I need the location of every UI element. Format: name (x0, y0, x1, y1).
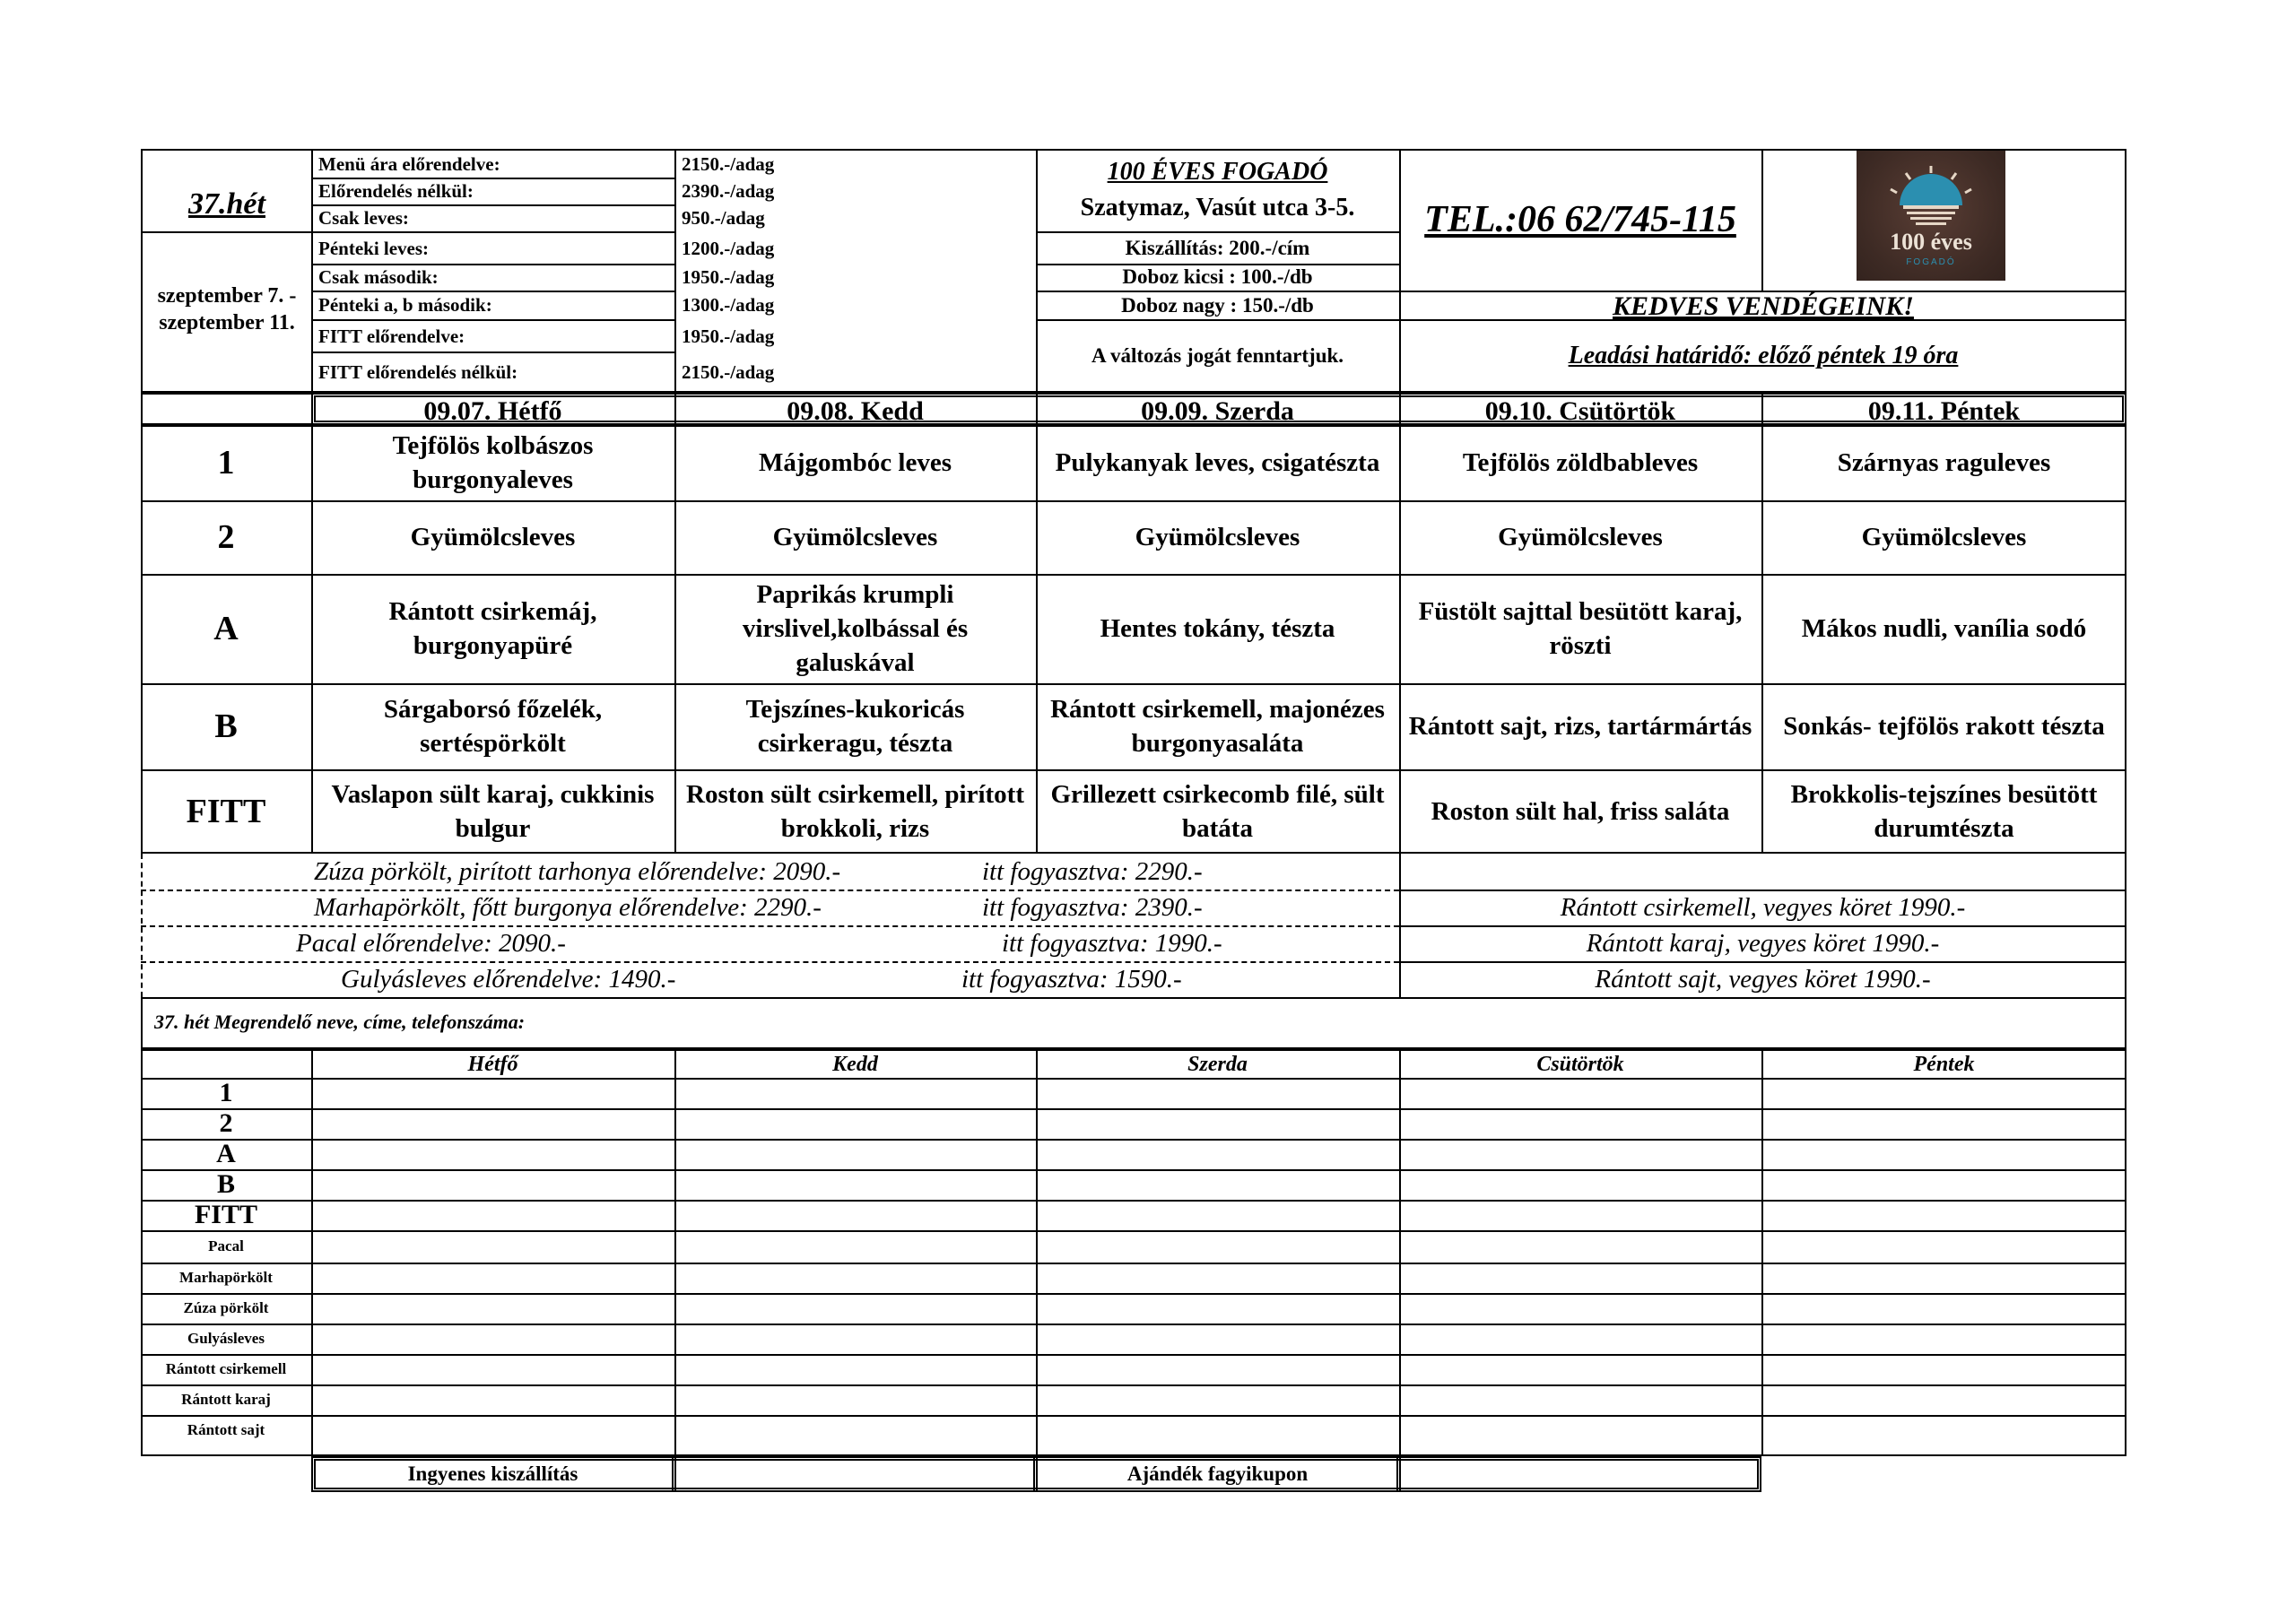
menu-item: Hentes tokány, tészta (1100, 614, 1335, 643)
extra-schnitzel-offer (1399, 854, 2126, 890)
extra-dish: Pacal előrendelve: 2090.- (296, 928, 566, 958)
order-day-header: Kedd (832, 1052, 878, 1076)
column-divider (311, 1049, 313, 1456)
gift-coupon-label: Ajándék fagyikupon (1126, 1462, 1309, 1485)
order-quantity-cell[interactable] (1038, 1080, 1397, 1107)
menu-item: Rántott csirkemell, majonézes burgonyasaláta (1050, 695, 1385, 758)
order-row-label: 1 (219, 1078, 233, 1107)
order-form-title: 37. hét Megrendelő neve, címe, telefonszáma: (154, 1011, 526, 1033)
day-header: 09.11. Péntek (1867, 396, 2021, 426)
order-quantity-cell[interactable] (1038, 1356, 1397, 1383)
order-quantity-cell[interactable] (313, 1202, 673, 1228)
price-value: 2390.-/adag (682, 179, 775, 202)
order-quantity-cell[interactable] (1401, 1356, 1760, 1383)
row-divider (1399, 925, 2126, 927)
delivery-fee: Kiszállítás: 200.-/cím (1125, 237, 1310, 259)
order-quantity-cell[interactable] (313, 1232, 673, 1261)
order-quantity-cell[interactable] (1038, 1264, 1397, 1291)
order-quantity-cell[interactable] (313, 1110, 673, 1137)
order-quantity-cell[interactable] (1038, 1171, 1397, 1198)
order-quantity-cell[interactable] (676, 1080, 1034, 1107)
column-divider (674, 425, 676, 854)
menu-item: Vaslapon sült karaj, cukkinis bulgur (331, 780, 655, 843)
order-row-label: Pacal (208, 1237, 244, 1254)
menu-item: Grillezett csirkecomb filé, sült batáta (1050, 780, 1385, 843)
order-quantity-cell[interactable] (676, 1356, 1034, 1383)
order-quantity-cell[interactable] (1763, 1295, 2125, 1322)
price-value: 2150.-/adag (682, 152, 775, 175)
order-day-header: Hétfő (467, 1052, 518, 1076)
phone-number[interactable]: TEL.:06 62/745-115 (1424, 199, 1736, 240)
order-quantity-cell[interactable] (1038, 1232, 1397, 1261)
price-value: 1200.-/adag (682, 237, 775, 259)
order-day-header: Péntek (1913, 1052, 1975, 1076)
order-row-label: Marhapörkölt (179, 1269, 273, 1286)
box-small-fee: Doboz kicsi : 100.-/db (1122, 265, 1313, 288)
dashed-divider (141, 961, 1399, 963)
menu-item: Rántott csirkemáj, burgonyapüré (388, 597, 597, 660)
order-row-label: Rántott csirkemell (165, 1360, 287, 1377)
order-quantity-cell[interactable] (1763, 1141, 2125, 1167)
order-row-label: Gulyásleves (187, 1330, 265, 1347)
extra-eat-in-price: itt fogyasztva: 2290.- (982, 856, 1203, 886)
order-quantity-cell[interactable] (1401, 1202, 1760, 1228)
menu-item: Tejfölös kolbászos burgonyaleves (392, 431, 594, 494)
menu-item: Májgombóc leves (758, 448, 952, 477)
price-label: Menü ára előrendelve: (318, 152, 500, 175)
menu-row-label: FITT (186, 793, 266, 830)
column-divider (1399, 425, 1401, 854)
column-divider (1036, 1049, 1038, 1456)
column-divider (311, 425, 313, 854)
order-quantity-cell[interactable] (1038, 1417, 1397, 1444)
menu-item: Mákos nudli, vanília sodó (1801, 614, 2087, 643)
order-quantity-cell[interactable] (1401, 1080, 1760, 1107)
order-row-label: 2 (219, 1108, 233, 1138)
order-quantity-cell[interactable] (1763, 1110, 2125, 1137)
logo-text: 100 éves (1890, 229, 1972, 255)
order-quantity-cell[interactable] (313, 1264, 673, 1291)
day-header: 09.08. Kedd (787, 396, 924, 426)
menu-item: Roston sült csirkemell, pirított brokkoli, rizs (686, 780, 1024, 843)
order-quantity-cell[interactable] (1763, 1356, 2125, 1383)
menu-item: Pulykanyak leves, csigatészta (1055, 448, 1380, 477)
free-delivery-label: Ingyenes kiszállítás (407, 1462, 578, 1485)
extra-dish: Marhapörkölt, főtt burgonya előrendelve: 2290.- (314, 892, 822, 922)
order-quantity-cell[interactable] (313, 1325, 673, 1352)
order-quantity-cell[interactable] (1401, 1325, 1760, 1352)
price-value: 1950.-/adag (682, 265, 775, 288)
menu-item: Brokkolis-tejszínes besütött durumtészta (1790, 780, 2098, 843)
order-row-label: B (216, 1169, 235, 1199)
order-quantity-cell[interactable] (676, 1264, 1034, 1291)
order-quantity-cell[interactable] (1038, 1202, 1397, 1228)
free-delivery-check[interactable] (678, 1461, 1032, 1488)
logo-subtext: FOGADÓ (1906, 256, 1956, 267)
menu-row-label: B (214, 707, 238, 745)
menu-item: Gyümölcsleves (1498, 523, 1663, 551)
order-quantity-cell[interactable] (1763, 1325, 2125, 1352)
price-value: 1950.-/adag (682, 325, 775, 347)
column-divider (674, 1049, 676, 1456)
day-header: 09.07. Hétfő (423, 396, 562, 426)
price-label: FITT előrendelés nélkül: (318, 360, 518, 383)
extra-dish: Zúza pörkölt, pirított tarhonya előrendelve: 2090.- (314, 856, 841, 886)
week-label: 37.hét (188, 187, 265, 221)
order-quantity-cell[interactable] (1401, 1295, 1760, 1322)
order-quantity-cell[interactable] (1763, 1171, 2125, 1198)
order-quantity-cell[interactable] (1763, 1417, 2125, 1444)
column-divider (1761, 425, 1763, 854)
header-frame (141, 149, 2126, 393)
menu-item: Szárnyas raguleves (1837, 448, 2051, 477)
order-quantity-cell[interactable] (676, 1141, 1034, 1167)
order-quantity-cell[interactable] (313, 1080, 673, 1107)
price-label: Csak második: (318, 265, 439, 288)
day-header: 09.09. Szerda (1141, 396, 1294, 426)
column-divider (1399, 854, 1401, 997)
dashed-divider (141, 890, 1399, 891)
order-row-label: Zúza pörkölt (183, 1299, 269, 1316)
menu-item: Tejfölös zöldbableves (1462, 448, 1699, 477)
price-label: FITT előrendelve: (318, 325, 465, 347)
column-divider (674, 393, 676, 425)
order-quantity-cell[interactable] (1038, 1325, 1397, 1352)
order-quantity-cell[interactable] (676, 1232, 1034, 1261)
menu-item: Paprikás krumpli virslivel,kolbással és galuskával (742, 580, 969, 677)
order-quantity-cell[interactable] (1763, 1264, 2125, 1291)
order-row-label: A (216, 1139, 236, 1168)
order-quantity-cell[interactable] (1763, 1080, 2125, 1107)
extra-dish: Gulyásleves előrendelve: 1490.- (341, 964, 676, 994)
extra-eat-in-price: itt fogyasztva: 1990.- (1002, 928, 1222, 958)
order-quantity-cell[interactable] (1401, 1264, 1760, 1291)
price-label: Előrendelés nélkül: (318, 179, 474, 202)
column-divider (1399, 1049, 1401, 1456)
order-row-label: Rántott karaj (181, 1391, 271, 1408)
menu-item: Füstölt sajttal besütött karaj, röszti (1418, 597, 1743, 660)
day-header: 09.10. Csütörtök (1484, 396, 1676, 426)
order-quantity-cell[interactable] (1038, 1110, 1397, 1137)
menu-item: Gyümölcsleves (1135, 523, 1300, 551)
extra-eat-in-price: itt fogyasztva: 2390.- (982, 892, 1203, 922)
disclaimer-text: A változás jogát fenntartjuk. (1091, 344, 1344, 367)
order-quantity-cell[interactable] (1038, 1295, 1397, 1322)
column-divider (1036, 425, 1038, 854)
extra-schnitzel-offer: Rántott csirkemell, vegyes köret 1990.- (1560, 892, 1966, 922)
column-divider (1761, 393, 1763, 425)
order-quantity-cell[interactable] (1038, 1386, 1397, 1413)
price-label: Csak leves: (318, 206, 409, 229)
menu-item: Roston sült hal, friss saláta (1431, 797, 1730, 826)
dashed-divider (141, 925, 1399, 927)
price-value: 1300.-/adag (682, 293, 775, 316)
price-label: Pénteki a, b második: (318, 293, 492, 316)
order-quantity-cell[interactable] (676, 1202, 1034, 1228)
order-quantity-cell[interactable] (676, 1386, 1034, 1413)
gift-coupon-check[interactable] (1403, 1461, 1757, 1488)
extra-schnitzel-offer: Rántott sajt, vegyes köret 1990.- (1595, 964, 1931, 994)
extra-eat-in-price: itt fogyasztva: 1590.- (961, 964, 1182, 994)
menu-item: Gyümölcsleves (410, 523, 576, 551)
order-quantity-cell[interactable] (1401, 1171, 1760, 1198)
order-quantity-cell[interactable] (676, 1171, 1034, 1198)
order-quantity-cell[interactable] (313, 1171, 673, 1198)
row-divider (1399, 890, 2126, 891)
order-quantity-cell[interactable] (1038, 1141, 1397, 1167)
column-divider (1399, 393, 1401, 425)
menu-row-label: A (213, 610, 239, 647)
order-quantity-cell[interactable] (1401, 1141, 1760, 1167)
menu-item: Tejszínes-kukoricás csirkeragu, tészta (745, 695, 965, 758)
row-divider (1399, 961, 2126, 963)
order-quantity-cell[interactable] (676, 1295, 1034, 1322)
restaurant-address: Szatymaz, Vasút utca 3-5. (1080, 194, 1355, 221)
order-quantity-cell[interactable] (1763, 1232, 2125, 1261)
date-range: szeptember 7. - szeptember 11. (157, 284, 297, 334)
order-quantity-cell[interactable] (1763, 1202, 2125, 1228)
order-day-header: Csütörtök (1536, 1052, 1624, 1076)
order-quantity-cell[interactable] (1401, 1417, 1760, 1444)
order-quantity-cell[interactable] (1401, 1110, 1760, 1137)
order-quantity-cell[interactable] (313, 1386, 673, 1413)
order-quantity-cell[interactable] (313, 1356, 673, 1383)
order-day-header: Szerda (1187, 1052, 1248, 1076)
order-quantity-cell[interactable] (313, 1141, 673, 1167)
menu-item: Gyümölcsleves (1861, 523, 2027, 551)
price-value: 950.-/adag (682, 206, 765, 229)
menu-item: Sárgaborsó főzelék, sertéspörkölt (383, 695, 603, 758)
order-row-label: FITT (194, 1200, 258, 1229)
order-deadline: Leadási határidő: előző péntek 19 óra (1568, 342, 1959, 369)
menu-row-label: 2 (217, 518, 235, 556)
order-quantity-cell[interactable] (313, 1417, 673, 1444)
order-quantity-cell[interactable] (1763, 1386, 2125, 1413)
greeting-text: KEDVES VENDÉGEINK! (1613, 291, 1914, 321)
box-large-fee: Doboz nagy : 150.-/db (1121, 294, 1314, 317)
menu-row-label: 1 (217, 444, 235, 482)
menu-item: Rántott sajt, rizs, tartármártás (1408, 712, 1752, 741)
menu-item: Sonkás- tejfölös rakott tészta (1783, 712, 2105, 741)
order-quantity-cell[interactable] (1401, 1386, 1760, 1413)
order-quantity-cell[interactable] (676, 1417, 1034, 1444)
order-quantity-cell[interactable] (1401, 1232, 1760, 1261)
order-row-label: Rántott sajt (187, 1421, 265, 1438)
price-label: Pénteki leves: (318, 237, 430, 259)
price-value: 2150.-/adag (682, 360, 775, 383)
column-divider (1036, 393, 1038, 425)
order-quantity-cell[interactable] (313, 1295, 673, 1322)
column-divider (2125, 854, 2126, 997)
order-quantity-cell[interactable] (676, 1325, 1034, 1352)
restaurant-name: 100 ÉVES FOGADÓ (1107, 158, 1328, 186)
order-quantity-cell[interactable] (676, 1110, 1034, 1137)
column-divider (1761, 1049, 1763, 1456)
menu-item: Gyümölcsleves (772, 523, 938, 551)
extra-schnitzel-offer: Rántott karaj, vegyes köret 1990.- (1586, 928, 1940, 958)
